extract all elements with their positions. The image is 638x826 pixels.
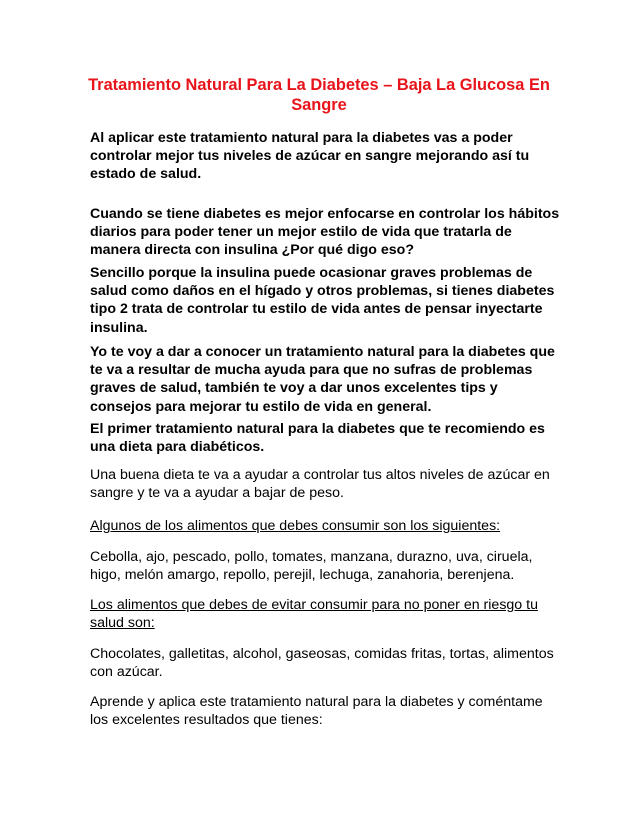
paragraph-treatment: Yo te voy a dar a conocer un tratamiento natural para la diabetes que te va a resultar de mucha ayuda para que no sufras de problemas graves de salud, también te voy a dar unos excelentes tips y consejos para mejorar tu estilo de vida en general. [90, 344, 555, 415]
list-foods-to-eat: Cebolla, ajo, pescado, pollo, tomates, manzana, durazno, uva, ciruela, higo, melón amargo, repollo, perejil, lechuga, zanahoria, berenjena. [90, 549, 533, 584]
paragraph-diet: El primer tratamiento natural para la diabetes que te recomiendo es una dieta para diabéticos. [90, 421, 545, 456]
paragraph-habits: Cuando se tiene diabetes es mejor enfocarse en controlar los hábitos diarios para poder tener un mejor estilo de vida que tratarla de manera directa con insulina ¿Por qué digo eso? [90, 206, 560, 259]
heading-foods-to-eat: Algunos de los alimentos que debes consumir son los siguientes: [90, 518, 501, 534]
document-title: Tratamiento Natural Para La Diabetes – Baja La Glucosa En Sangre [88, 76, 550, 114]
paragraph-insulin: Sencillo porque la insulina puede ocasionar graves problemas de salud como daños en el hígado y otros problemas, si tienes diabetes tipo 2 trata de controlar tu estilo de vida antes de pensar inyectarte insulina. [90, 265, 555, 336]
heading-foods-to-avoid: Los alimentos que debes de evitar consumir para no poner en riesgo tu salud son: [90, 597, 538, 632]
paragraph-good-diet: Una buena dieta te va a ayudar a controlar tus altos niveles de azúcar en sangre y te va a ayudar a bajar de peso. [90, 467, 550, 502]
paragraph-closing: Aprende y aplica este tratamiento natural para la diabetes y coméntame los excelentes resultados que tienes: [90, 694, 543, 729]
list-foods-to-avoid: Chocolates, galletitas, alcohol, gaseosas, comidas fritas, tortas, alimentos con azúcar. [90, 646, 554, 681]
paragraph-intro: Al aplicar este tratamiento natural para la diabetes vas a poder controlar mejor tus niveles de azúcar en sangre mejorando así tu estado de salud. [90, 130, 530, 183]
